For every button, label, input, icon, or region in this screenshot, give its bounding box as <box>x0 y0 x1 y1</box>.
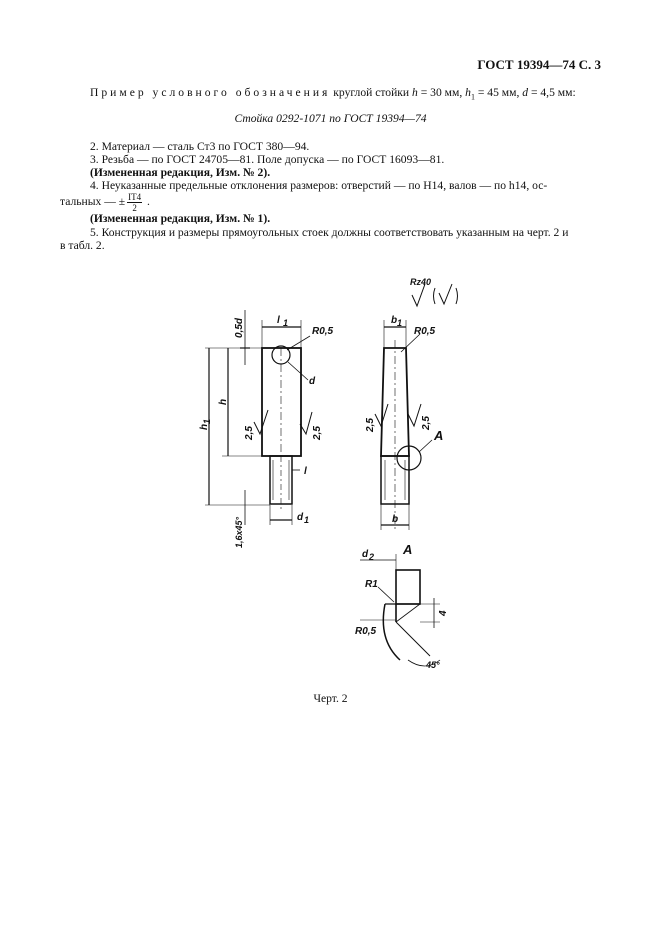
dim-25-b: 2,5 <box>312 426 323 440</box>
dim-l: l <box>304 466 307 477</box>
dim-45deg: 45° <box>426 660 440 670</box>
val-d: = 4,5 мм: <box>528 86 576 99</box>
dim-25-c: 2,5 <box>365 418 376 432</box>
dim-25-a: 2,5 <box>244 426 255 440</box>
dim-4: 4 <box>438 610 449 616</box>
dim-l1-sub: 1 <box>283 318 289 328</box>
dim-d2-sub: 2 <box>369 552 375 562</box>
var-h: h <box>412 86 418 99</box>
dim-r05-right: R0,5 <box>414 326 436 337</box>
example-tail: круглой стойки <box>330 86 413 99</box>
dim-d2: d <box>362 549 369 560</box>
dim-r1: R1 <box>365 579 378 590</box>
dim-25-d: 2,5 <box>421 416 432 430</box>
sub-h1: 1 <box>470 92 475 102</box>
dim-r05-left: R0,5 <box>312 326 334 337</box>
dim-b: b <box>392 514 399 525</box>
var-d: d <box>522 86 529 99</box>
detail-a-title: A <box>403 542 413 557</box>
item-5-line2: в табл. 2. <box>60 239 105 252</box>
dim-h1-sub: 1 <box>202 418 212 424</box>
dim-d: d <box>309 376 316 387</box>
item-2: 2. Материал — сталь Ст3 по ГОСТ 380—94. <box>90 140 310 153</box>
dim-chamfer: 1,6х45° <box>234 516 244 548</box>
item-4-line1: 4. Неуказанные предельные отклонения размеров: отверстий — по Н14, валов — по h14, ос- <box>90 179 548 192</box>
revision-note-2: (Измененная редакция, Изм. № 2). <box>90 166 271 179</box>
fraction-numerator: IT4 <box>128 192 142 202</box>
dim-d1-sub: 1 <box>304 515 310 525</box>
dim-b1-sub: 1 <box>397 318 403 328</box>
example-lead: Пример условного обозначения <box>90 86 331 99</box>
val-h: = 30 мм, <box>417 86 466 99</box>
dim-r05-detail: R0,5 <box>355 626 377 637</box>
item-3: 3. Резьба — по ГОСТ 24705—81. Поле допуска — по ГОСТ 16093—81. <box>90 153 445 166</box>
item-4-end: . <box>146 195 150 209</box>
item-5-line1: 5. Конструкция и размеры прямоугольных стоек должны соответствовать указанным на черт. 2 и <box>90 226 569 239</box>
dim-b1: b <box>391 315 398 326</box>
dim-05d: 0,5d <box>234 317 245 338</box>
roughness-label: Rz40 <box>410 277 432 287</box>
var-h1: h <box>465 86 471 99</box>
dim-h1: h <box>199 423 210 430</box>
fraction-denominator: 2 <box>132 203 137 213</box>
designation-example: Стойка 0292-1071 по ГОСТ 19394—74 <box>234 112 427 125</box>
dim-h: h <box>218 398 229 405</box>
figure-caption: Черт. 2 <box>313 692 348 705</box>
page-header: ГОСТ 19394—74 С. 3 <box>477 57 601 72</box>
revision-note-1: (Измененная редакция, Изм. № 1). <box>90 212 271 225</box>
val-h1: = 45 мм, <box>474 86 523 99</box>
dim-d1: d <box>297 512 304 523</box>
detail-a-marker: A <box>434 428 444 443</box>
item-4-prefix: тальных — ± <box>60 195 126 209</box>
dim-l1: l <box>277 315 280 326</box>
